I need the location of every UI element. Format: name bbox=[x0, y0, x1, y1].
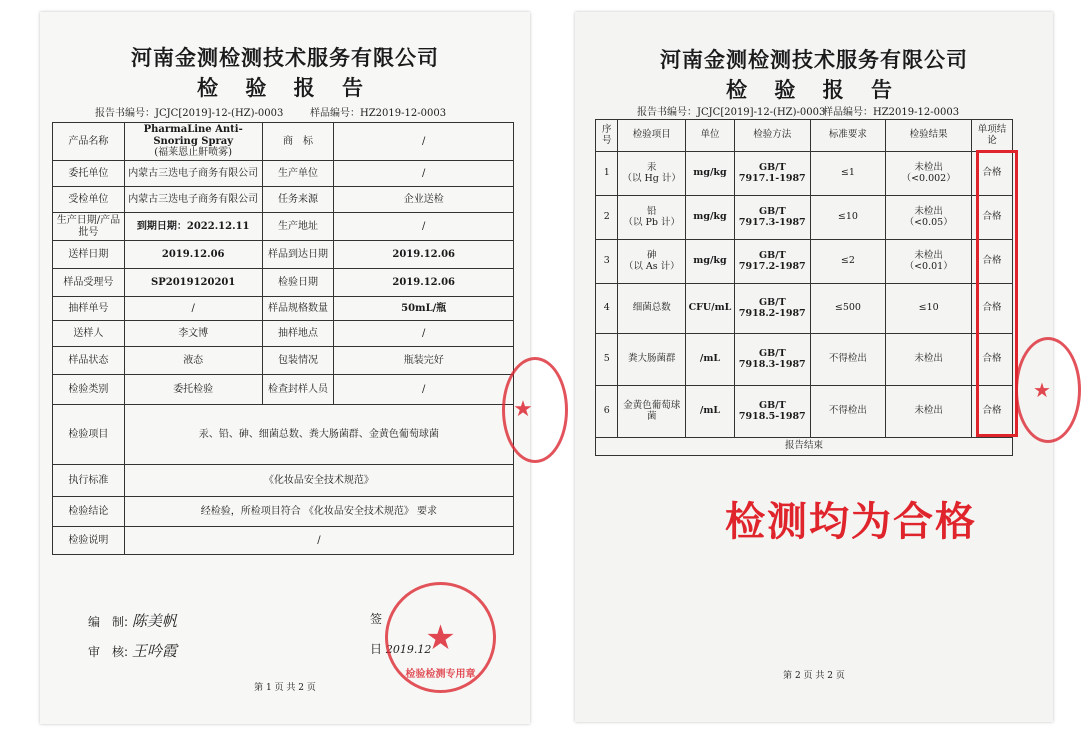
label-test-date: 检验日期 bbox=[262, 269, 334, 297]
row-requirement: ≤10 bbox=[810, 196, 886, 240]
table-row bbox=[596, 386, 1013, 438]
state-value: 液态 bbox=[124, 347, 262, 375]
label-sampling-no: 抽样单号 bbox=[53, 297, 125, 321]
issuer-line: 签 bbox=[370, 612, 383, 626]
table-row bbox=[596, 284, 1013, 334]
row-unit: mg/kg bbox=[685, 152, 734, 196]
row-verdict: 合格 bbox=[972, 196, 1013, 240]
label-spec-qty: 样品规格数量 bbox=[262, 297, 334, 321]
row-requirement: ≤2 bbox=[810, 240, 886, 284]
verdict-highlight-box bbox=[976, 150, 1018, 437]
report-end: 报告结束 bbox=[596, 438, 1013, 456]
label-prod-date: 生产日期/产品批号 bbox=[53, 213, 125, 241]
row-verdict: 合格 bbox=[972, 386, 1013, 438]
label-remark: 检验说明 bbox=[53, 527, 125, 555]
row-no: 1 bbox=[596, 152, 618, 196]
basic-info-table bbox=[52, 122, 514, 555]
accept-no-value: SP2019120201 bbox=[124, 269, 262, 297]
product-name: PharmaLine Anti-Snoring Spray (福莱恩止鼾喷雾) bbox=[124, 123, 262, 161]
header-requirement: 标准要求 bbox=[810, 120, 886, 152]
label-state: 样品状态 bbox=[53, 347, 125, 375]
report-title: 检 验 报 告 bbox=[197, 76, 373, 100]
partial-seal-stamp-p2 bbox=[1015, 337, 1081, 443]
row-no: 3 bbox=[596, 240, 618, 284]
row-method: GB/T 7918.2-1987 bbox=[734, 284, 810, 334]
sender-value: 李文博 bbox=[124, 321, 262, 347]
row-no: 5 bbox=[596, 334, 618, 386]
remark-value: / bbox=[124, 527, 513, 555]
row-item: 砷 （以 As 计） bbox=[618, 240, 685, 284]
label-test-items: 检验项目 bbox=[53, 405, 125, 465]
page-footer-p2: 第 2 页 共 2 页 bbox=[783, 671, 845, 681]
package-value: 瓶装完好 bbox=[334, 347, 514, 375]
table-row bbox=[596, 196, 1013, 240]
row-result: 未检出 （<0.05） bbox=[886, 196, 972, 240]
compiler-line: 编 制: 陈美帆 bbox=[88, 612, 177, 630]
company-name-p2: 河南金测检测技术服务有限公司 bbox=[660, 48, 968, 72]
manufacturer-value: / bbox=[334, 161, 514, 187]
label-package: 包装情况 bbox=[262, 347, 334, 375]
report-number-p2: 报告书编号：JCJC[2019]-12-(HZ)-0003 bbox=[637, 107, 826, 118]
row-verdict: 合格 bbox=[972, 240, 1013, 284]
row-item: 粪大肠菌群 bbox=[618, 334, 685, 386]
table-row bbox=[596, 152, 1013, 196]
reviewer-line: 审 核: 王吟霞 bbox=[88, 642, 177, 660]
row-no: 4 bbox=[596, 284, 618, 334]
row-item: 金黄色葡萄球 菌 bbox=[618, 386, 685, 438]
row-requirement: 不得检出 bbox=[810, 334, 886, 386]
sample-number: 样品编号：HZ2019-12-0003 bbox=[310, 108, 447, 119]
label-sender: 送样人 bbox=[53, 321, 125, 347]
row-unit: /mL bbox=[685, 334, 734, 386]
header-method: 检验方法 bbox=[734, 120, 810, 152]
brand-value: / bbox=[334, 123, 514, 161]
sampling-no-value: / bbox=[124, 297, 262, 321]
spec-qty-value: 50mL/瓶 bbox=[334, 297, 514, 321]
label-prod-place: 生产地址 bbox=[262, 213, 334, 241]
label-sealer: 检查封样人员 bbox=[262, 375, 334, 405]
standard-value: 《化妆品安全技术规范》 bbox=[124, 465, 513, 497]
inspected-value: 内蒙古三迭电子商务有限公司 bbox=[124, 187, 262, 213]
report-number: 报告书编号：JCJC[2019]-12-(HZ)-0003 bbox=[95, 108, 284, 119]
label-task-source: 任务来源 bbox=[262, 187, 334, 213]
row-item: 细菌总数 bbox=[618, 284, 685, 334]
report-page-2 bbox=[575, 12, 1053, 722]
task-source-value: 企业送检 bbox=[334, 187, 514, 213]
row-result: 未检出 （<0.01） bbox=[886, 240, 972, 284]
prod-place-value: / bbox=[334, 213, 514, 241]
test-results-table bbox=[595, 119, 1013, 456]
partial-seal-star-icon: ★ bbox=[513, 397, 533, 422]
header-verdict: 单项结论 bbox=[972, 120, 1013, 152]
label-category: 检验类别 bbox=[53, 375, 125, 405]
row-unit: mg/kg bbox=[685, 240, 734, 284]
official-seal-stamp: ★ 检验检测专用章 bbox=[385, 582, 496, 693]
reviewer-signature: 王吟霞 bbox=[131, 642, 177, 660]
header-unit: 单位 bbox=[685, 120, 734, 152]
conclusion-value: 经检验，所检项目符合 《化妆品安全技术规范》 要求 bbox=[124, 497, 513, 527]
compiler-signature: 陈美帆 bbox=[131, 612, 177, 630]
label-conclusion: 检验结论 bbox=[53, 497, 125, 527]
row-item: 铅 （以 Pb 计） bbox=[618, 196, 685, 240]
table-row bbox=[596, 334, 1013, 386]
sealer-value: / bbox=[334, 375, 514, 405]
arrive-date-value: 2019.12.06 bbox=[334, 241, 514, 269]
results-header-row bbox=[596, 120, 1013, 152]
label-accept-no: 样品受理号 bbox=[53, 269, 125, 297]
report-page-1 bbox=[40, 12, 533, 724]
report-title-p2: 检 验 报 告 bbox=[726, 78, 902, 102]
label-arrive-date: 样品到达日期 bbox=[262, 241, 334, 269]
table-row bbox=[596, 240, 1013, 284]
category-value: 委托检验 bbox=[124, 375, 262, 405]
partial-seal-stamp bbox=[502, 357, 568, 463]
label-send-date: 送样日期 bbox=[53, 241, 125, 269]
date-signature: 2019.12 bbox=[385, 643, 432, 656]
page-footer: 第 1 页 共 2 页 bbox=[254, 683, 316, 693]
row-no: 2 bbox=[596, 196, 618, 240]
sample-number-p2: 样品编号：HZ2019-12-0003 bbox=[823, 107, 960, 118]
header-item: 检验项目 bbox=[618, 120, 685, 152]
send-date-value: 2019.12.06 bbox=[124, 241, 262, 269]
label-product-name: 产品名称 bbox=[53, 123, 125, 161]
row-requirement: ≤1 bbox=[810, 152, 886, 196]
header-no: 序号 bbox=[596, 120, 618, 152]
row-method: GB/T 7917.2-1987 bbox=[734, 240, 810, 284]
date-line: 日 2019.12 bbox=[370, 642, 432, 656]
label-inspected: 受检单位 bbox=[53, 187, 125, 213]
label-brand: 商 标 bbox=[262, 123, 334, 161]
row-unit: /mL bbox=[685, 386, 734, 438]
row-unit: mg/kg bbox=[685, 196, 734, 240]
row-verdict: 合格 bbox=[972, 152, 1013, 196]
row-verdict: 合格 bbox=[972, 284, 1013, 334]
partial-seal-star-icon-p2: ★ bbox=[1033, 378, 1051, 402]
row-requirement: 不得检出 bbox=[810, 386, 886, 438]
test-items-value: 汞、铅、砷、细菌总数、粪大肠菌群、金黄色葡萄球菌 bbox=[124, 405, 513, 465]
row-no: 6 bbox=[596, 386, 618, 438]
row-requirement: ≤500 bbox=[810, 284, 886, 334]
row-method: GB/T 7917.1-1987 bbox=[734, 152, 810, 196]
client-value: 内蒙古三迭电子商务有限公司 bbox=[124, 161, 262, 187]
row-result: 未检出 bbox=[886, 386, 972, 438]
row-method: GB/T 7918.5-1987 bbox=[734, 386, 810, 438]
label-standard: 执行标准 bbox=[53, 465, 125, 497]
test-date-value: 2019.12.06 bbox=[334, 269, 514, 297]
row-verdict: 合格 bbox=[972, 334, 1013, 386]
prod-date-value: 到期日期：2022.12.11 bbox=[124, 213, 262, 241]
company-name: 河南金测检测技术服务有限公司 bbox=[131, 46, 439, 70]
row-unit: CFU/mL bbox=[685, 284, 734, 334]
all-qualified-overlay: 检测均为合格 bbox=[725, 499, 977, 545]
row-result: 未检出 bbox=[886, 334, 972, 386]
header-result: 检验结果 bbox=[886, 120, 972, 152]
row-item: 汞 （以 Hg 计） bbox=[618, 152, 685, 196]
row-method: GB/T 7917.3-1987 bbox=[734, 196, 810, 240]
label-sampling-place: 抽样地点 bbox=[262, 321, 334, 347]
row-result: 未检出 （<0.002） bbox=[886, 152, 972, 196]
label-client: 委托单位 bbox=[53, 161, 125, 187]
row-result: ≤10 bbox=[886, 284, 972, 334]
row-method: GB/T 7918.3-1987 bbox=[734, 334, 810, 386]
sampling-place-value: / bbox=[334, 321, 514, 347]
seal-star-icon: ★ bbox=[425, 617, 456, 658]
label-manufacturer: 生产单位 bbox=[262, 161, 334, 187]
